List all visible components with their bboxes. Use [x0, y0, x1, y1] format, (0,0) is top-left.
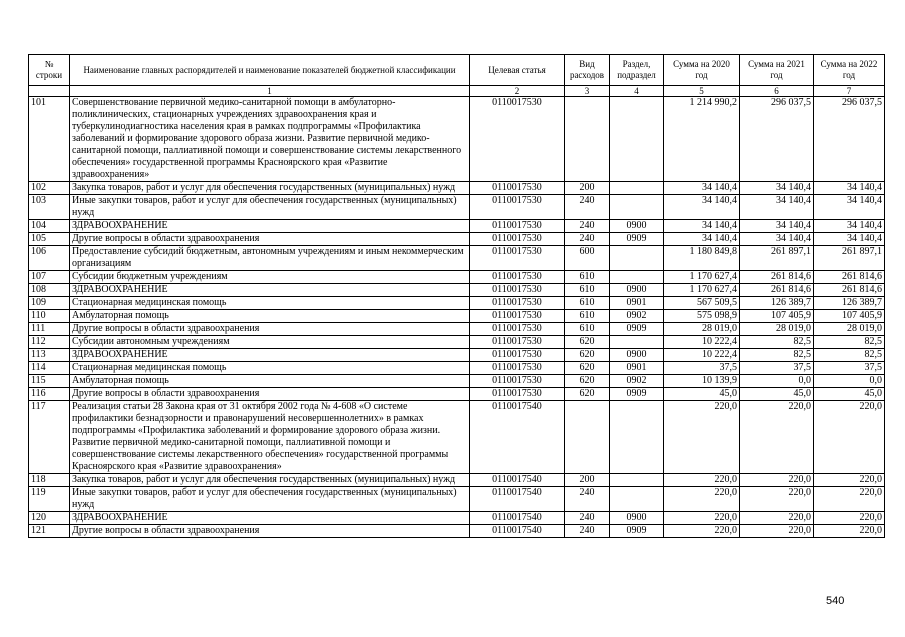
row-number-cell: 103: [29, 195, 70, 220]
row-sum-2022-cell: 107 405,9: [814, 310, 885, 323]
row-name-cell: Стационарная медицинская помощь: [70, 362, 470, 375]
table-row: [29, 388, 885, 401]
row-number-cell: 119: [29, 487, 70, 512]
row-name-cell: Совершенствование первичной медико-санитарной помощи в амбулаторно-поликлинических, стационарных учреждениях здравоохранения края и туберкулинодиагностика населения края в рамках подпрограммы «Профилактика заболеваний и формирование здорового образа жизни. Развитие первичной медико-санитарной помощи, паллиативной помощи и совершенствование системы лекарственного обеспечения» государственной программы Красноярского края «Развитие здравоохранения»: [70, 97, 470, 182]
row-name-cell: Амбулаторная помощь: [70, 375, 470, 388]
header-name: Наименование главных распорядителей и наименование показателей бюджетной классификации: [70, 55, 470, 86]
row-target-cell: 0110017540: [470, 525, 565, 538]
header-sum-2022: Сумма на 2022 год: [814, 55, 885, 86]
column-number: 5: [664, 86, 740, 97]
row-number-cell: 115: [29, 375, 70, 388]
table-row: [29, 195, 885, 220]
row-section-cell: [610, 487, 664, 512]
row-section-cell: [610, 271, 664, 284]
row-sum-2021-cell: 220,0: [740, 525, 814, 538]
row-name-cell: Другие вопросы в области здравоохранения: [70, 233, 470, 246]
row-target-cell: 0110017530: [470, 195, 565, 220]
row-section-cell: [610, 97, 664, 182]
row-sum-2021-cell: 261 814,6: [740, 271, 814, 284]
table-row: [29, 525, 885, 538]
table-row: [29, 401, 885, 474]
budget-table: [28, 54, 885, 538]
row-name-cell: Иные закупки товаров, работ и услуг для обеспечения государственных (муниципальных) нужд: [70, 487, 470, 512]
row-sum-2022-cell: 261 814,6: [814, 271, 885, 284]
row-number-cell: 101: [29, 97, 70, 182]
row-section-cell: 0900: [610, 284, 664, 297]
table-row: [29, 349, 885, 362]
row-sum-2021-cell: 220,0: [740, 512, 814, 525]
row-name-cell: Стационарная медицинская помощь: [70, 297, 470, 310]
column-number-row: [29, 86, 885, 97]
row-sum-2021-cell: 126 389,7: [740, 297, 814, 310]
row-sum-2020-cell: 220,0: [664, 487, 740, 512]
row-number-cell: 110: [29, 310, 70, 323]
row-sum-2022-cell: 34 140,4: [814, 182, 885, 195]
row-section-cell: [610, 474, 664, 487]
row-target-cell: 0110017530: [470, 97, 565, 182]
row-name-cell: ЗДРАВООХРАНЕНИЕ: [70, 512, 470, 525]
row-section-cell: [610, 195, 664, 220]
row-kind-cell: 610: [565, 284, 610, 297]
row-kind-cell: 240: [565, 195, 610, 220]
row-sum-2021-cell: 34 140,4: [740, 195, 814, 220]
row-sum-2021-cell: 82,5: [740, 336, 814, 349]
header-target: Целевая статья: [470, 55, 565, 86]
row-target-cell: 0110017530: [470, 388, 565, 401]
row-sum-2020-cell: 37,5: [664, 362, 740, 375]
header-row-no: № строки: [29, 55, 70, 86]
row-target-cell: 0110017530: [470, 375, 565, 388]
column-number: 1: [70, 86, 470, 97]
row-kind-cell: 240: [565, 512, 610, 525]
row-name-cell: ЗДРАВООХРАНЕНИЕ: [70, 284, 470, 297]
row-sum-2021-cell: 261 897,1: [740, 246, 814, 271]
row-kind-cell: 610: [565, 310, 610, 323]
row-number-cell: 104: [29, 220, 70, 233]
row-section-cell: 0900: [610, 220, 664, 233]
table-row: [29, 310, 885, 323]
table-row: [29, 323, 885, 336]
row-section-cell: 0902: [610, 310, 664, 323]
row-sum-2022-cell: 261 897,1: [814, 246, 885, 271]
row-sum-2022-cell: 37,5: [814, 362, 885, 375]
row-number-cell: 109: [29, 297, 70, 310]
column-number: 4: [610, 86, 664, 97]
row-section-cell: 0900: [610, 349, 664, 362]
row-number-cell: 114: [29, 362, 70, 375]
column-number: [29, 86, 70, 97]
table-header-row: [29, 55, 885, 86]
row-target-cell: 0110017530: [470, 233, 565, 246]
row-sum-2021-cell: 0,0: [740, 375, 814, 388]
row-sum-2020-cell: 567 509,5: [664, 297, 740, 310]
row-sum-2022-cell: 220,0: [814, 487, 885, 512]
row-target-cell: 0110017530: [470, 182, 565, 195]
row-sum-2020-cell: 575 098,9: [664, 310, 740, 323]
row-sum-2020-cell: 10 222,4: [664, 336, 740, 349]
table-row: [29, 182, 885, 195]
table-row: [29, 336, 885, 349]
row-section-cell: 0909: [610, 388, 664, 401]
table-body: [29, 97, 885, 538]
row-number-cell: 105: [29, 233, 70, 246]
row-sum-2021-cell: 296 037,5: [740, 97, 814, 182]
row-target-cell: 0110017530: [470, 323, 565, 336]
row-target-cell: 0110017540: [470, 474, 565, 487]
row-sum-2020-cell: 34 140,4: [664, 220, 740, 233]
table-row: [29, 233, 885, 246]
row-sum-2021-cell: 34 140,4: [740, 220, 814, 233]
row-kind-cell: 240: [565, 220, 610, 233]
row-sum-2020-cell: 10 222,4: [664, 349, 740, 362]
row-number-cell: 102: [29, 182, 70, 195]
row-sum-2020-cell: 34 140,4: [664, 182, 740, 195]
row-kind-cell: 600: [565, 246, 610, 271]
row-name-cell: Реализация статьи 28 Закона края от 31 октября 2002 года № 4-608 «О системе профилактики безнадзорности и правонарушений несовершеннолетних» в рамках подпрограммы «Профилактика заболеваний и формирование здорового образа жизни. Развитие первичной медико-санитарной помощи, паллиативной помощи и совершенствование системы лекарственного обеспечения» государственной программы Красноярского края «Развитие здравоохранения»: [70, 401, 470, 474]
row-sum-2020-cell: 1 170 627,4: [664, 271, 740, 284]
row-sum-2022-cell: 82,5: [814, 349, 885, 362]
header-kind: Вид расходов: [565, 55, 610, 86]
header-sum-2021: Сумма на 2021 год: [740, 55, 814, 86]
row-target-cell: 0110017530: [470, 310, 565, 323]
row-name-cell: Иные закупки товаров, работ и услуг для обеспечения государственных (муниципальных) нужд: [70, 195, 470, 220]
row-section-cell: 0900: [610, 512, 664, 525]
row-kind-cell: 610: [565, 323, 610, 336]
row-name-cell: Другие вопросы в области здравоохранения: [70, 525, 470, 538]
row-section-cell: 0901: [610, 362, 664, 375]
table-row: [29, 220, 885, 233]
row-section-cell: 0909: [610, 233, 664, 246]
column-number: 7: [814, 86, 885, 97]
row-kind-cell: 240: [565, 487, 610, 512]
row-sum-2020-cell: 1 170 627,4: [664, 284, 740, 297]
row-sum-2022-cell: 0,0: [814, 375, 885, 388]
row-name-cell: Амбулаторная помощь: [70, 310, 470, 323]
table-row: [29, 284, 885, 297]
row-section-cell: [610, 246, 664, 271]
table-row: [29, 297, 885, 310]
row-sum-2020-cell: 34 140,4: [664, 233, 740, 246]
table-row: [29, 487, 885, 512]
row-target-cell: 0110017540: [470, 487, 565, 512]
table-row: [29, 512, 885, 525]
row-sum-2021-cell: 34 140,4: [740, 233, 814, 246]
table-row: [29, 362, 885, 375]
row-sum-2020-cell: 1 214 990,2: [664, 97, 740, 182]
row-number-cell: 120: [29, 512, 70, 525]
row-target-cell: 0110017530: [470, 349, 565, 362]
row-sum-2020-cell: 34 140,4: [664, 195, 740, 220]
row-sum-2021-cell: 34 140,4: [740, 182, 814, 195]
row-name-cell: Предоставление субсидий бюджетным, автономным учреждениям и иным некоммерческим организациям: [70, 246, 470, 271]
row-sum-2021-cell: 261 814,6: [740, 284, 814, 297]
row-sum-2020-cell: 1 180 849,8: [664, 246, 740, 271]
row-sum-2022-cell: 34 140,4: [814, 195, 885, 220]
row-number-cell: 111: [29, 323, 70, 336]
page-number: 540: [826, 595, 845, 607]
row-target-cell: 0110017530: [470, 284, 565, 297]
row-sum-2020-cell: 220,0: [664, 401, 740, 474]
row-sum-2020-cell: 28 019,0: [664, 323, 740, 336]
row-kind-cell: 620: [565, 336, 610, 349]
row-target-cell: 0110017530: [470, 271, 565, 284]
row-kind-cell: 620: [565, 375, 610, 388]
row-sum-2021-cell: 82,5: [740, 349, 814, 362]
row-kind-cell: 620: [565, 349, 610, 362]
row-sum-2021-cell: 220,0: [740, 401, 814, 474]
table-row: [29, 375, 885, 388]
row-sum-2022-cell: 220,0: [814, 401, 885, 474]
row-target-cell: 0110017540: [470, 512, 565, 525]
row-number-cell: 112: [29, 336, 70, 349]
row-section-cell: 0909: [610, 525, 664, 538]
row-number-cell: 116: [29, 388, 70, 401]
row-target-cell: 0110017540: [470, 401, 565, 474]
row-sum-2021-cell: 107 405,9: [740, 310, 814, 323]
row-sum-2022-cell: 34 140,4: [814, 233, 885, 246]
row-sum-2022-cell: 261 814,6: [814, 284, 885, 297]
row-section-cell: [610, 401, 664, 474]
row-name-cell: Субсидии бюджетным учреждениям: [70, 271, 470, 284]
row-kind-cell: [565, 97, 610, 182]
row-name-cell: Другие вопросы в области здравоохранения: [70, 388, 470, 401]
table-row: [29, 246, 885, 271]
row-name-cell: Другие вопросы в области здравоохранения: [70, 323, 470, 336]
row-sum-2020-cell: 220,0: [664, 474, 740, 487]
row-sum-2021-cell: 37,5: [740, 362, 814, 375]
row-sum-2021-cell: 220,0: [740, 474, 814, 487]
row-name-cell: Субсидии автономным учреждениям: [70, 336, 470, 349]
row-sum-2022-cell: 45,0: [814, 388, 885, 401]
row-target-cell: 0110017530: [470, 362, 565, 375]
row-sum-2020-cell: 10 139,9: [664, 375, 740, 388]
row-name-cell: Закупка товаров, работ и услуг для обеспечения государственных (муниципальных) нужд: [70, 182, 470, 195]
header-section: Раздел, подраздел: [610, 55, 664, 86]
row-sum-2022-cell: 82,5: [814, 336, 885, 349]
row-number-cell: 121: [29, 525, 70, 538]
row-sum-2022-cell: 220,0: [814, 512, 885, 525]
row-number-cell: 118: [29, 474, 70, 487]
row-section-cell: 0902: [610, 375, 664, 388]
row-sum-2021-cell: 28 019,0: [740, 323, 814, 336]
row-section-cell: 0901: [610, 297, 664, 310]
row-kind-cell: 610: [565, 297, 610, 310]
row-number-cell: 113: [29, 349, 70, 362]
header-sum-2020: Сумма на 2020 год: [664, 55, 740, 86]
row-sum-2021-cell: 45,0: [740, 388, 814, 401]
row-kind-cell: 610: [565, 271, 610, 284]
row-name-cell: ЗДРАВООХРАНЕНИЕ: [70, 220, 470, 233]
row-sum-2021-cell: 220,0: [740, 487, 814, 512]
row-section-cell: [610, 336, 664, 349]
row-kind-cell: 620: [565, 362, 610, 375]
row-number-cell: 107: [29, 271, 70, 284]
row-number-cell: 108: [29, 284, 70, 297]
table-row: [29, 97, 885, 182]
column-number: 2: [470, 86, 565, 97]
row-number-cell: 106: [29, 246, 70, 271]
row-target-cell: 0110017530: [470, 246, 565, 271]
row-name-cell: Закупка товаров, работ и услуг для обеспечения государственных (муниципальных) нужд: [70, 474, 470, 487]
row-kind-cell: 240: [565, 233, 610, 246]
row-sum-2020-cell: 220,0: [664, 512, 740, 525]
row-sum-2020-cell: 220,0: [664, 525, 740, 538]
column-number: 3: [565, 86, 610, 97]
row-section-cell: 0909: [610, 323, 664, 336]
row-kind-cell: [565, 401, 610, 474]
row-number-cell: 117: [29, 401, 70, 474]
row-target-cell: 0110017530: [470, 220, 565, 233]
row-kind-cell: 620: [565, 388, 610, 401]
row-sum-2020-cell: 45,0: [664, 388, 740, 401]
row-kind-cell: 200: [565, 182, 610, 195]
row-sum-2022-cell: 220,0: [814, 525, 885, 538]
row-sum-2022-cell: 126 389,7: [814, 297, 885, 310]
row-target-cell: 0110017530: [470, 297, 565, 310]
row-sum-2022-cell: 34 140,4: [814, 220, 885, 233]
table-row: [29, 474, 885, 487]
budget-sheet: [28, 54, 884, 538]
row-section-cell: [610, 182, 664, 195]
column-number: 6: [740, 86, 814, 97]
row-sum-2022-cell: 28 019,0: [814, 323, 885, 336]
row-kind-cell: 200: [565, 474, 610, 487]
row-target-cell: 0110017530: [470, 336, 565, 349]
row-kind-cell: 240: [565, 525, 610, 538]
table-row: [29, 271, 885, 284]
row-name-cell: ЗДРАВООХРАНЕНИЕ: [70, 349, 470, 362]
row-sum-2022-cell: 296 037,5: [814, 97, 885, 182]
row-sum-2022-cell: 220,0: [814, 474, 885, 487]
